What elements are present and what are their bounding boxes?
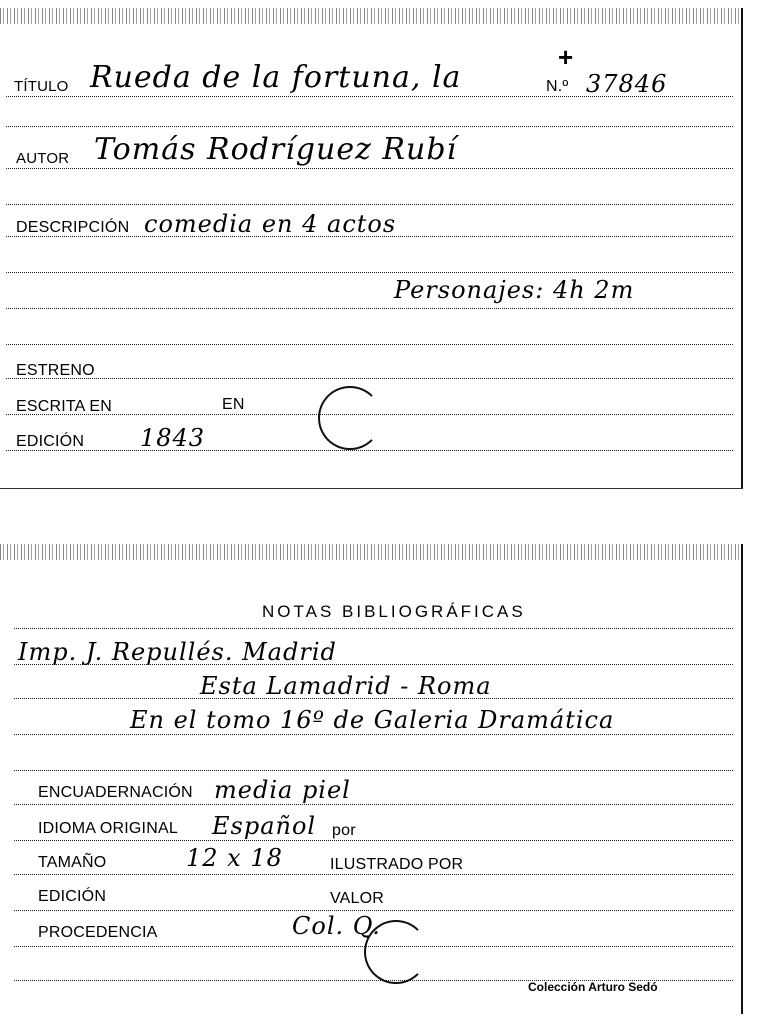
rule-line bbox=[14, 910, 733, 911]
card-top-edge bbox=[0, 544, 741, 560]
numero-mark: + bbox=[558, 42, 574, 72]
personajes-value: Personajes: 4h 2m bbox=[394, 276, 635, 304]
ink-stamp bbox=[318, 386, 382, 450]
descripcion-value: comedia en 4 actos bbox=[144, 210, 397, 238]
procedencia-value: Col. Q. bbox=[292, 912, 381, 940]
note-line-1: Imp. J. Repullés. Madrid bbox=[18, 638, 337, 666]
edicion-value: 1843 bbox=[140, 424, 206, 452]
encuadernacion-label: ENCUADERNACIÓN bbox=[38, 784, 193, 801]
tamano-value: 12 x 18 bbox=[186, 844, 283, 872]
note-line-3: En el tomo 16º de Galeria Dramática bbox=[130, 706, 615, 734]
card-top-edge bbox=[0, 8, 741, 24]
titulo-label: TÍTULO bbox=[14, 78, 69, 95]
notas-heading: NOTAS BIBLIOGRÁFICAS bbox=[262, 602, 526, 621]
rule-line bbox=[14, 628, 733, 629]
rule-line bbox=[14, 874, 733, 875]
ink-stamp bbox=[364, 920, 428, 984]
rule-line bbox=[14, 734, 733, 735]
rule-line bbox=[6, 168, 733, 169]
rule-line bbox=[14, 840, 733, 841]
rule-line bbox=[6, 272, 733, 273]
edicion-label: EDICIÓN bbox=[38, 888, 107, 905]
rule-line bbox=[6, 204, 733, 205]
catalog-card-back bbox=[0, 544, 743, 1014]
por-label: por bbox=[332, 822, 356, 839]
idioma-value: Español bbox=[212, 812, 317, 840]
autor-value: Tomás Rodríguez Rubí bbox=[94, 132, 458, 167]
collection-credit: Colección Arturo Sedó bbox=[528, 980, 658, 994]
ilustrado-label: ILUSTRADO POR bbox=[330, 856, 464, 873]
encuadernacion-value: media piel bbox=[214, 776, 351, 804]
rule-line bbox=[14, 804, 733, 805]
valor-label: VALOR bbox=[330, 890, 385, 907]
rule-line bbox=[6, 308, 733, 309]
escrita-en-label: ESCRITA EN bbox=[16, 398, 112, 415]
numero-value: 37846 bbox=[586, 70, 668, 98]
en-label: EN bbox=[222, 396, 245, 413]
rule-line bbox=[6, 344, 733, 345]
note-line-2: Esta Lamadrid - Roma bbox=[200, 672, 492, 700]
rule-line bbox=[6, 126, 733, 127]
autor-label: AUTOR bbox=[16, 150, 70, 167]
rule-line bbox=[6, 378, 733, 379]
procedencia-label: PROCEDENCIA bbox=[38, 924, 158, 941]
estreno-label: ESTRENO bbox=[16, 362, 95, 379]
edicion-label: EDICIÓN bbox=[16, 433, 85, 450]
descripcion-label: DESCRIPCIÓN bbox=[16, 219, 130, 236]
catalog-card-front bbox=[0, 8, 743, 489]
titulo-value: Rueda de la fortuna, la bbox=[90, 60, 462, 95]
idioma-label: IDIOMA ORIGINAL bbox=[38, 820, 178, 837]
rule-line bbox=[6, 450, 733, 451]
tamano-label: TAMAÑO bbox=[38, 854, 107, 871]
rule-line bbox=[14, 770, 733, 771]
numero-label: N.º bbox=[546, 78, 569, 95]
